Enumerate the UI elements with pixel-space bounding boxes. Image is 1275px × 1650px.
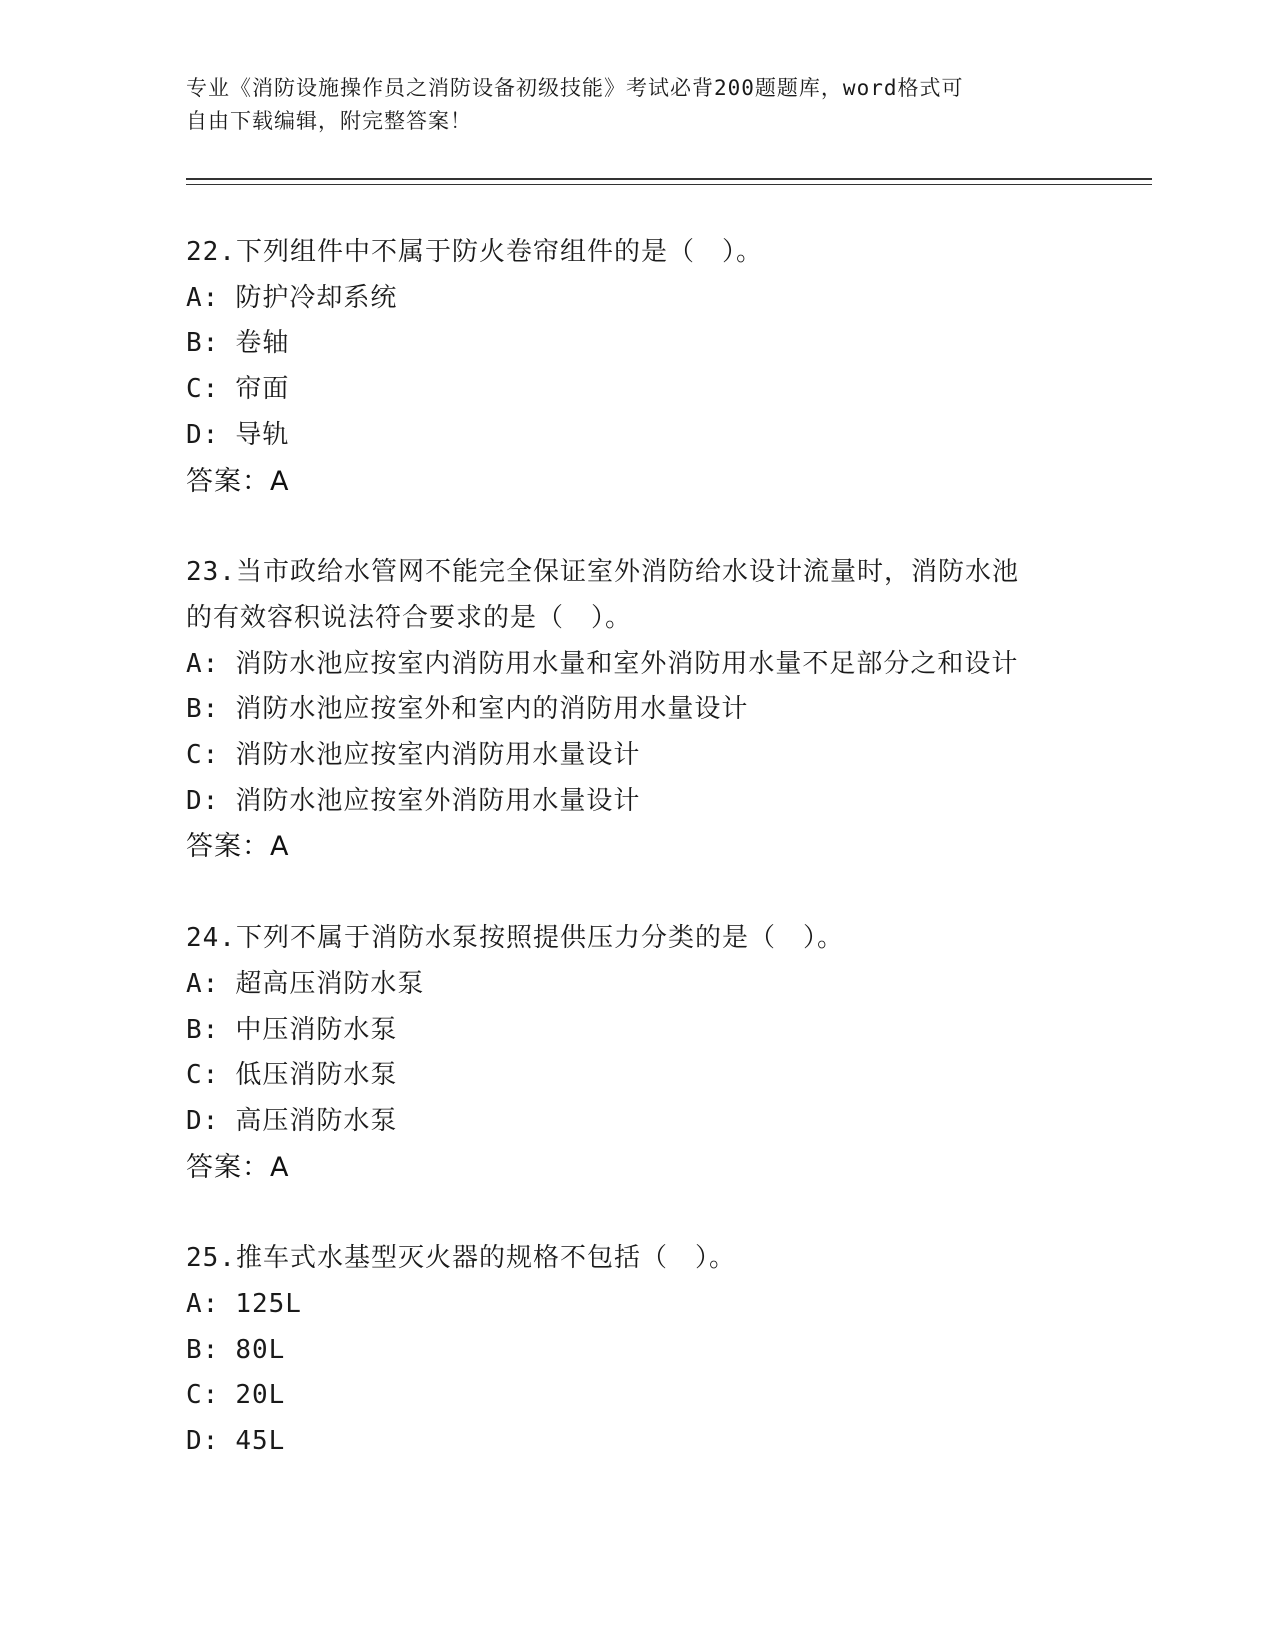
option-a bbox=[186, 642, 1146, 688]
option-letter: A: bbox=[186, 1289, 220, 1320]
option-text: 消防水池应按室内消防用水量和室外消防用水量不足部分之和设计 bbox=[235, 648, 1019, 679]
option-letter: A: bbox=[186, 282, 220, 313]
answer-label: 答案： bbox=[186, 831, 270, 863]
option-letter: B: bbox=[186, 1014, 220, 1045]
option-a bbox=[186, 276, 1146, 322]
option-d bbox=[186, 1099, 1146, 1145]
question-text bbox=[186, 916, 1146, 962]
answer-value: A bbox=[270, 465, 290, 497]
option-text: 超高压消防水泵 bbox=[235, 968, 425, 999]
option-letter: C: bbox=[186, 374, 220, 405]
option-letter: A: bbox=[186, 648, 220, 679]
option-text: 消防水池应按室外和室内的消防用水量设计 bbox=[235, 694, 749, 725]
option-a bbox=[186, 1282, 1146, 1328]
option-b bbox=[186, 687, 1146, 733]
answer-line bbox=[186, 459, 1146, 505]
question-number: 25. bbox=[186, 1243, 236, 1274]
option-letter: B: bbox=[186, 328, 220, 359]
option-d bbox=[186, 413, 1146, 459]
question-24 bbox=[186, 916, 1146, 1190]
option-text: 20L bbox=[235, 1380, 286, 1411]
header-line-1: 专业《消防设施操作员之消防设备初级技能》考试必背200题题库，word格式可 bbox=[186, 76, 964, 100]
question-body: 推车式水基型灭火器的规格不包括（ ）。 bbox=[235, 1243, 736, 1274]
option-text: 高压消防水泵 bbox=[235, 1105, 398, 1136]
answer-label: 答案： bbox=[186, 465, 270, 497]
option-text: 125L bbox=[235, 1289, 302, 1320]
question-body: 下列组件中不属于防火卷帘组件的是（ ）。 bbox=[235, 237, 763, 267]
option-letter: D: bbox=[186, 785, 220, 816]
question-number: 24. bbox=[186, 923, 236, 954]
answer-label: 答案： bbox=[186, 1151, 270, 1183]
option-text: 导轨 bbox=[235, 419, 290, 450]
question-text bbox=[186, 230, 1146, 276]
option-letter: D: bbox=[186, 419, 220, 450]
option-d bbox=[186, 1419, 1146, 1465]
option-c bbox=[186, 1053, 1146, 1099]
header-rule-thick bbox=[186, 178, 1152, 180]
question-text bbox=[186, 1236, 1146, 1282]
option-b bbox=[186, 321, 1146, 367]
answer-value: A bbox=[270, 831, 290, 863]
answer-line bbox=[186, 1145, 1146, 1191]
option-text: 消防水池应按室外消防用水量设计 bbox=[235, 785, 641, 816]
option-c bbox=[186, 1373, 1146, 1419]
option-c bbox=[186, 733, 1146, 779]
option-letter: D: bbox=[186, 1105, 220, 1136]
option-b bbox=[186, 1328, 1146, 1374]
option-text: 中压消防水泵 bbox=[235, 1014, 398, 1045]
option-c bbox=[186, 367, 1146, 413]
option-letter: B: bbox=[186, 694, 220, 725]
question-text-continued: 的有效容积说法符合要求的是（ ）。 bbox=[186, 602, 633, 633]
option-letter: A: bbox=[186, 968, 220, 999]
option-d bbox=[186, 779, 1146, 825]
header-rule-thin bbox=[186, 184, 1152, 185]
question-22 bbox=[186, 230, 1146, 504]
question-number: 23. bbox=[186, 557, 236, 588]
option-text: 帘面 bbox=[235, 374, 290, 405]
option-text: 消防水池应按室内消防用水量设计 bbox=[235, 740, 641, 771]
question-body: 当市政给水管网不能完全保证室外消防给水设计流量时，消防水池 bbox=[235, 557, 1019, 588]
option-text: 45L bbox=[235, 1426, 286, 1457]
question-text bbox=[186, 550, 1146, 596]
option-letter: D: bbox=[186, 1426, 220, 1457]
option-letter: C: bbox=[186, 1380, 220, 1411]
question-number: 22. bbox=[186, 237, 236, 267]
option-a bbox=[186, 962, 1146, 1008]
option-letter: C: bbox=[186, 740, 220, 771]
question-body: 下列不属于消防水泵按照提供压力分类的是（ ）。 bbox=[235, 923, 844, 954]
header-line-2: 自由下载编辑，附完整答案！ bbox=[186, 109, 472, 133]
question-25 bbox=[186, 1236, 1146, 1465]
question-list bbox=[186, 230, 1146, 1511]
question-23 bbox=[186, 550, 1146, 870]
option-letter: B: bbox=[186, 1334, 220, 1365]
option-text: 80L bbox=[235, 1334, 286, 1365]
answer-value: A bbox=[270, 1151, 290, 1183]
option-letter: C: bbox=[186, 1060, 220, 1091]
answer-line bbox=[186, 824, 1146, 870]
option-text: 低压消防水泵 bbox=[235, 1060, 398, 1091]
option-text: 卷轴 bbox=[235, 328, 290, 359]
option-text: 防护冷却系统 bbox=[235, 282, 398, 313]
document-header bbox=[186, 72, 1086, 138]
option-b bbox=[186, 1008, 1146, 1054]
